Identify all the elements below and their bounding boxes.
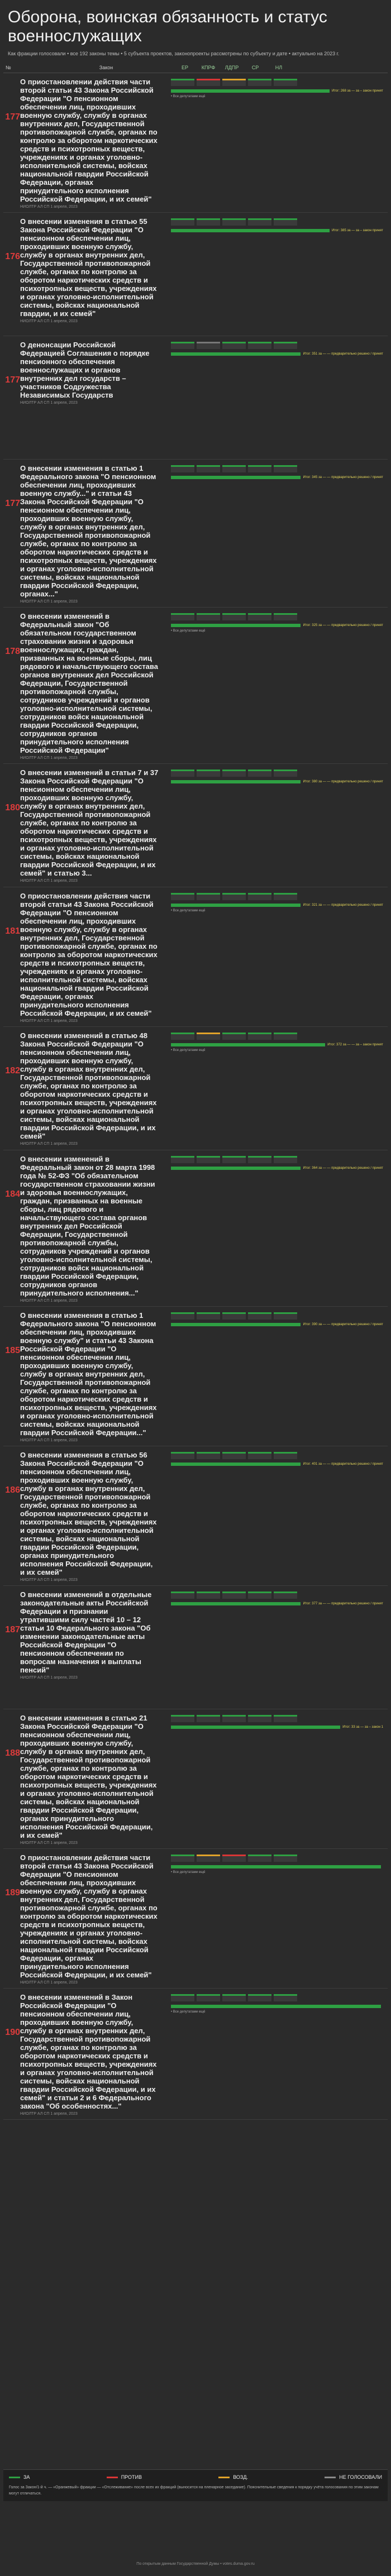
legend-none-label: НЕ ГОЛОСОВАЛИ bbox=[339, 2474, 382, 2480]
party-vote-row bbox=[171, 1994, 383, 2001]
party-header-ldpr: ЛДПР bbox=[225, 65, 239, 70]
bill-meta: НИОЛТР АЛ СП 1 апреля, 2023 bbox=[20, 1981, 78, 1985]
bill-row bbox=[3, 1150, 388, 1307]
bill-number: 178 bbox=[5, 647, 20, 656]
bill-votes bbox=[171, 1989, 383, 2119]
bill-text-block bbox=[20, 1027, 159, 1150]
party-vote-cell bbox=[197, 893, 220, 900]
party-vote-cell bbox=[197, 1156, 220, 1163]
party-vote-cell bbox=[222, 1855, 246, 1862]
party-vote-cell bbox=[222, 218, 246, 226]
party-vote-cell bbox=[248, 1452, 271, 1459]
result-text: Итог: 377 за — — предварительно решено / принят bbox=[303, 1602, 383, 1605]
bill-row bbox=[3, 1849, 388, 1989]
result-text: Итог: 268 за — за – закон принят bbox=[331, 89, 383, 93]
bill-votes bbox=[171, 460, 383, 607]
result-bar bbox=[171, 2005, 381, 2008]
result-bar bbox=[171, 229, 330, 232]
party-vote-cell bbox=[171, 79, 194, 86]
legend-none-swatch bbox=[325, 2477, 336, 2478]
bill-row bbox=[3, 1446, 388, 1586]
party-vote-cell bbox=[274, 613, 297, 620]
party-vote-cell bbox=[274, 218, 297, 226]
bill-meta: НИОЛТР АЛ СП 1 апреля, 2023 bbox=[20, 1676, 78, 1680]
party-vote-cell bbox=[197, 1994, 220, 2001]
party-vote-cell bbox=[222, 79, 246, 86]
party-vote-cell bbox=[222, 1452, 246, 1459]
result-bar bbox=[171, 89, 330, 93]
party-vote-cell bbox=[248, 1592, 271, 1599]
result-bar bbox=[171, 1463, 301, 1466]
result-line bbox=[171, 1167, 383, 1171]
party-vote-cell bbox=[248, 770, 271, 777]
bill-number: 177 bbox=[5, 375, 20, 385]
bill-row bbox=[3, 764, 388, 887]
page-header bbox=[0, 0, 391, 60]
party-vote-row bbox=[171, 1855, 383, 1862]
bill-row bbox=[3, 460, 388, 608]
party-vote-row bbox=[171, 1156, 383, 1163]
bill-votes bbox=[171, 213, 383, 336]
result-line bbox=[171, 2005, 383, 2009]
party-vote-cell bbox=[222, 342, 246, 349]
footer: По открытым данным Государственной Думы • votes.duma.gov.ru bbox=[136, 2562, 255, 2566]
bill-title-link[interactable]: О внесении изменений в Закон Российской Федерации "О пенсионном обеспечении лиц, проходивших военную службу, службу в органах внутренних дел, Государственной противопожарной службе, органах по контролю за оборотом наркотических средств и психотропных веществ, учреждениях и органах уголовно-исполнительной системы, войсках национальной гвардии Российской Федерации, и их семей" и статьи 2 и 6 Федерального закона "Об особенностях..." bbox=[20, 1993, 157, 2110]
bill-meta: НИОЛТР АЛ СП 1 апреля, 2023 bbox=[20, 205, 78, 209]
party-vote-cell bbox=[248, 1994, 271, 2001]
party-vote-row bbox=[171, 342, 383, 349]
party-vote-row bbox=[171, 1715, 383, 1722]
result-line bbox=[171, 1323, 383, 1327]
bill-row bbox=[3, 887, 388, 1027]
party-vote-row bbox=[171, 1592, 383, 1599]
party-vote-cell bbox=[222, 893, 246, 900]
bill-row bbox=[3, 336, 388, 460]
party-vote-cell bbox=[171, 613, 194, 620]
bill-meta: НИОЛТР АЛ СП 1 апреля, 2023 bbox=[20, 1299, 78, 1303]
party-vote-cell bbox=[274, 1312, 297, 1320]
bill-votes bbox=[171, 1586, 383, 1709]
bill-meta: НИОЛТР АЛ СП 1 апреля, 2023 bbox=[20, 319, 78, 323]
party-vote-row bbox=[171, 1033, 383, 1040]
table-header-law: Закон bbox=[99, 65, 113, 70]
bill-text-block bbox=[20, 608, 159, 763]
result-text: Итог: 33 за — за – закон 1 bbox=[342, 1726, 383, 1729]
result-line bbox=[171, 1865, 383, 1870]
party-vote-cell bbox=[197, 1312, 220, 1320]
bill-text-block bbox=[20, 887, 159, 1026]
result-line bbox=[171, 1602, 383, 1607]
party-vote-cell bbox=[248, 1855, 271, 1862]
side-note: • Все депутатами ещё bbox=[171, 1871, 206, 1874]
party-vote-cell bbox=[171, 465, 194, 472]
bill-number: 180 bbox=[5, 803, 20, 813]
legend-for-swatch bbox=[9, 2477, 20, 2478]
result-line bbox=[171, 89, 383, 94]
bill-votes bbox=[171, 1709, 383, 1848]
result-line bbox=[171, 904, 383, 908]
bill-votes bbox=[171, 1150, 383, 1306]
party-vote-cell bbox=[197, 613, 220, 620]
result-text: Итог: 372 за — — за – закон принят bbox=[327, 1043, 383, 1046]
party-header-kprf: КПРФ bbox=[201, 65, 216, 70]
bill-text-block bbox=[20, 764, 159, 887]
party-vote-row bbox=[171, 79, 383, 86]
table-header-num: № bbox=[6, 65, 11, 70]
result-bar bbox=[171, 476, 301, 479]
party-vote-cell bbox=[248, 1156, 271, 1163]
result-bar bbox=[171, 1602, 301, 1605]
bill-title-link[interactable]: О приостановлении действия части второй статьи 43 Закона Российской Федерации "О пенсионном обеспечении лиц, проходивших военную службу, службу в органах внутренних дел, Государственной противопожарной службе, органах по контролю за оборотом наркотических средств и психотропных веществ, учреждениях и органах уголовно-исполнительной системы, войсках национальной гвардии Российской Федерации, органах принудительного исполнения Российской Федерации, и их семей" bbox=[20, 892, 158, 1017]
bill-title-link[interactable]: О внесении изменения в статью 56 Закона Российской Федерации "О пенсионном обеспечении лиц, проходивших военную службу, службу в органах внутренних дел, Государственной противопожарной службе, органах по контролю за оборотом наркотических средств и психотропных веществ, учреждениях и органах уголовно-исполнительной системы, войсках национальной гвардии Российской Федерации, органах принудительного исполнения Российской Федерации, и их семей" bbox=[20, 1451, 157, 1576]
party-vote-cell bbox=[274, 79, 297, 86]
legend-against-label: ПРОТИВ bbox=[121, 2474, 142, 2480]
party-vote-cell bbox=[171, 1033, 194, 1040]
party-vote-cell bbox=[248, 893, 271, 900]
result-text: Итог: 385 за — за – закон принят bbox=[331, 229, 383, 232]
bill-row bbox=[3, 608, 388, 764]
legend-against-swatch bbox=[107, 2477, 118, 2478]
party-vote-cell bbox=[222, 1033, 246, 1040]
party-vote-cell bbox=[197, 1452, 220, 1459]
side-note: • Все депутатами ещё bbox=[171, 909, 206, 912]
party-vote-cell bbox=[197, 1855, 220, 1862]
bill-row bbox=[3, 1027, 388, 1150]
result-text: Итог: 364 за — — предварительно решено / принят bbox=[303, 1167, 383, 1170]
bill-meta: НИОЛТР АЛ СП 1 апреля, 2023 bbox=[20, 1142, 78, 1146]
result-bar bbox=[171, 1865, 381, 1868]
party-vote-cell bbox=[222, 465, 246, 472]
party-vote-cell bbox=[197, 1715, 220, 1722]
party-vote-row bbox=[171, 770, 383, 777]
party-vote-row bbox=[171, 613, 383, 620]
party-vote-cell bbox=[248, 1312, 271, 1320]
party-vote-cell bbox=[197, 770, 220, 777]
bill-number: 186 bbox=[5, 1485, 20, 1495]
party-vote-cell bbox=[274, 1156, 297, 1163]
party-vote-cell bbox=[248, 613, 271, 620]
party-vote-cell bbox=[274, 1994, 297, 2001]
result-line bbox=[171, 780, 383, 785]
party-vote-cell bbox=[171, 1855, 194, 1862]
bill-row bbox=[3, 1989, 388, 2120]
party-vote-cell bbox=[274, 342, 297, 349]
party-vote-cell bbox=[171, 893, 194, 900]
party-vote-cell bbox=[171, 218, 194, 226]
party-vote-row bbox=[171, 893, 383, 900]
party-vote-cell bbox=[274, 1855, 297, 1862]
bill-number: 182 bbox=[5, 1066, 20, 1076]
result-bar bbox=[171, 1043, 325, 1046]
bill-votes bbox=[171, 336, 383, 459]
bill-row bbox=[3, 73, 388, 213]
party-vote-cell bbox=[248, 79, 271, 86]
party-vote-cell bbox=[248, 218, 271, 226]
party-vote-cell bbox=[171, 770, 194, 777]
bill-number: 177 bbox=[5, 499, 20, 508]
bill-meta: НИОЛТР АЛ СП 1 апреля, 2023 bbox=[20, 756, 78, 760]
result-line bbox=[171, 1043, 383, 1048]
bill-text-block bbox=[20, 460, 159, 607]
party-vote-cell bbox=[274, 1033, 297, 1040]
result-line bbox=[171, 352, 383, 357]
party-vote-cell bbox=[222, 770, 246, 777]
party-header-sr: СР bbox=[251, 65, 259, 70]
party-vote-cell bbox=[171, 1312, 194, 1320]
party-vote-cell bbox=[274, 1592, 297, 1599]
legend-item-abstain bbox=[218, 2474, 248, 2480]
legend-abstain-label: ВОЗД. bbox=[233, 2474, 248, 2480]
bill-text-block bbox=[20, 1989, 159, 2119]
result-text: Итог: 325 за — — предварительно решено / принят bbox=[303, 624, 383, 627]
bill-votes bbox=[171, 764, 383, 887]
bill-number: 185 bbox=[5, 1346, 20, 1355]
result-bar bbox=[171, 1167, 301, 1170]
legend bbox=[3, 2469, 388, 2501]
party-vote-cell bbox=[274, 1715, 297, 1722]
bill-number: 189 bbox=[5, 1888, 20, 1898]
result-text: Итог: 380 за — — предварительно решено / принят bbox=[303, 780, 383, 783]
party-vote-cell bbox=[171, 1156, 194, 1163]
bill-number: 188 bbox=[5, 1748, 20, 1758]
result-line bbox=[171, 624, 383, 628]
side-note: • Все депутатами ещё bbox=[171, 1049, 206, 1052]
result-text: Итог: 321 за — — предварительно решено / принят bbox=[303, 904, 383, 907]
party-vote-cell bbox=[248, 1033, 271, 1040]
bill-title-link[interactable]: О приостановлении действия части второй статьи 43 Закона Российской Федерации "О пенсионном обеспечении лиц, проходивших военную службу, службу в органах внутренних дел, Государственной противопожарной службе, органах по контролю за оборотом наркотических средств и психотропных веществ, учреждениях и органах уголовно-исполнительной системы, войсках национальной гвардии Российской Федерации, органах принудительного исполнения Российской Федерации, и их семей" bbox=[20, 1853, 158, 1979]
legend-notes: Голос за Закон/1-й ч. — «Оранжевый» фракции — «Отслеживание» после всех их фракций (выносится на пленарное заседание). Пояснительные сведения к порядку учёта голосования по этим законам могут отличаться. bbox=[9, 2486, 379, 2496]
party-header-nl: НЛ bbox=[275, 65, 283, 70]
bill-title-link[interactable]: О внесении изменений в статью 48 Закона Российской Федерации "О пенсионном обеспечении лиц, проходивших военную службу, службу в органах внутренних дел, Государственной противопожарной службе, органах по контролю за оборотом наркотических средств и психотропных веществ, учреждениях и органах уголовно-исполнительной системы, войсках национальной гвардии Российской Федерации, и их семей" bbox=[20, 1031, 157, 1140]
result-bar bbox=[171, 624, 301, 627]
bill-meta: НИОЛТР АЛ СП 1 апреля, 2023 bbox=[20, 1578, 78, 1582]
party-vote-row bbox=[171, 218, 383, 226]
bill-row bbox=[3, 1709, 388, 1849]
legend-item-against bbox=[107, 2474, 142, 2480]
party-vote-cell bbox=[197, 79, 220, 86]
bill-title-link[interactable]: О внесении изменения в статью 21 Закона Российской Федерации "О пенсионном обеспечении лиц, проходивших военную службу, службу в органах внутренних дел, Государственной противопожарной службе, органах по контролю за оборотом наркотических средств и психотропных веществ, учреждениях и органах уголовно-исполнительной системы, войсках национальной гвардии Российской Федерации, органах принудительного исполнения Российской Федерации, и их семей" bbox=[20, 1714, 157, 1839]
bill-text-block bbox=[20, 1307, 159, 1446]
bill-number: 177 bbox=[5, 112, 20, 122]
bill-meta: НИОЛТР АЛ СП 1 апреля, 2023 bbox=[20, 600, 78, 604]
bill-text-block bbox=[20, 1586, 159, 1709]
party-vote-cell bbox=[171, 1994, 194, 2001]
party-vote-cell bbox=[171, 1452, 194, 1459]
party-vote-cell bbox=[171, 1592, 194, 1599]
party-vote-cell bbox=[222, 1592, 246, 1599]
page-subtitle: Как фракции голосовали • все 192 законы темы • 5 субъекта проектов, законопроекты рассмотрены по субъекту и дате • актуально на 2023 г. bbox=[8, 51, 340, 56]
bill-title-link[interactable]: О денонсации Российской Федерацией Соглашения о порядке пенсионного обеспечения военнослужащих и органов внутренних дел государств – участников Содружества Независимых Государств bbox=[20, 341, 150, 399]
bill-number: 184 bbox=[5, 1189, 20, 1199]
bill-votes bbox=[171, 608, 383, 763]
result-text: Итог: 401 за — — предварительно решено / принят bbox=[303, 1463, 383, 1466]
result-line bbox=[171, 1726, 383, 1730]
party-vote-row bbox=[171, 1312, 383, 1320]
bill-text-block bbox=[20, 73, 159, 212]
result-bar bbox=[171, 352, 301, 356]
party-vote-cell bbox=[248, 1715, 271, 1722]
bill-title-link[interactable]: О внесении изменений в отдельные законодательные акты Российской Федерации и признании утратившими силу частей 10 – 12 статьи 10 Федерального закона "Об изменении законодательные акты Российской Федерации "О пенсионном обеспечении по вопросам назначения и выплаты пенсий" bbox=[20, 1590, 152, 1674]
bill-meta: НИОЛТР АЛ СП 1 апреля, 2023 bbox=[20, 2112, 78, 2116]
bill-number: 181 bbox=[5, 926, 20, 936]
bill-title-link[interactable]: О приостановлении действия части второй статьи 43 Закона Российской Федерации "О пенсионном обеспечении лиц, проходивших военную службу, службу в органах внутренних дел, Государственной противопожарной службе, органах по контролю за оборотом наркотических средств и психотропных веществ, учреждениях и органах уголовно-исполнительной системы, войсках национальной гвардии Российской Федерации, органах принудительного исполнения Российской Федерации, и их семей" bbox=[20, 78, 158, 203]
party-vote-cell bbox=[197, 342, 220, 349]
result-line bbox=[171, 1463, 383, 1467]
bills-list bbox=[0, 73, 391, 2120]
party-vote-cell bbox=[274, 893, 297, 900]
bill-text-block bbox=[20, 1446, 159, 1585]
bill-votes bbox=[171, 1849, 383, 1988]
bill-title-link[interactable]: О внесении изменений в Федеральный закон "Об обязательном государственном страховании жизни и здоровья военнослужащих, граждан, призванных на военные сборы, лиц рядового и начальствующего состава органов внутренних дел Российской Федерации, Государственной противопожарной службы, сотрудников учреждений и органов уголовно-исполнительной системы, сотрудников войск национальной гвардии Российской Федерации, сотрудников органов принудительного исполнения Российской Федерации" bbox=[20, 612, 158, 754]
bill-row bbox=[3, 1586, 388, 1709]
table-header bbox=[3, 63, 388, 73]
side-note: • Все депутатами ещё bbox=[171, 2010, 206, 2014]
result-bar bbox=[171, 780, 301, 783]
result-line bbox=[171, 229, 383, 233]
party-vote-cell bbox=[274, 770, 297, 777]
bill-row bbox=[3, 1307, 388, 1446]
side-note: • Все депутатами ещё bbox=[171, 629, 206, 633]
bill-votes bbox=[171, 887, 383, 1026]
party-vote-cell bbox=[222, 1312, 246, 1320]
bill-votes bbox=[171, 1446, 383, 1585]
party-vote-cell bbox=[197, 465, 220, 472]
bill-number: 176 bbox=[5, 252, 20, 261]
result-bar bbox=[171, 1726, 340, 1729]
bill-text-block bbox=[20, 1709, 159, 1848]
party-vote-cell bbox=[171, 342, 194, 349]
party-vote-cell bbox=[197, 1033, 220, 1040]
party-vote-row bbox=[171, 465, 383, 472]
party-vote-cell bbox=[222, 613, 246, 620]
party-vote-cell bbox=[248, 465, 271, 472]
bill-number: 187 bbox=[5, 1625, 20, 1635]
bill-meta: НИОЛТР АЛ СП 1 апреля, 2023 bbox=[20, 1841, 78, 1845]
legend-item-for bbox=[9, 2474, 30, 2480]
bill-votes bbox=[171, 1307, 383, 1446]
party-vote-cell bbox=[222, 1715, 246, 1722]
party-vote-cell bbox=[222, 1994, 246, 2001]
result-line bbox=[171, 476, 383, 480]
party-vote-cell bbox=[274, 1452, 297, 1459]
legend-for-label: ЗА bbox=[23, 2474, 30, 2480]
bill-meta: НИОЛТР АЛ СП 1 апреля, 2023 bbox=[20, 879, 78, 883]
bill-row bbox=[3, 213, 388, 336]
party-header-er: ЕР bbox=[181, 65, 188, 70]
page-title: Оборона, воинская обязанность и статус военнослужащих bbox=[8, 8, 327, 45]
bill-text-block bbox=[20, 1150, 159, 1306]
bill-title-link[interactable]: О внесении изменений в статьи 7 и 37 Закона Российской Федерации "О пенсионном обеспечении лиц, проходивших военную службу, службу в органах внутренних дел, Государственной противопожарной службе, органах по контролю за оборотом наркотических средств и психотропных веществ, учреждениях и органах уголовно-исполнительной системы, войсках национальной гвардии Российской Федерации, и их семей" и статью 3... bbox=[20, 768, 159, 877]
result-bar bbox=[171, 904, 301, 907]
side-note: • Все депутатами ещё bbox=[171, 95, 206, 98]
bill-votes bbox=[171, 1027, 383, 1150]
bill-number: 190 bbox=[5, 2028, 20, 2037]
bill-meta: НИОЛТР АЛ СП 1 апреля, 2023 bbox=[20, 1019, 78, 1023]
bill-text-block bbox=[20, 213, 159, 336]
legend-abstain-swatch bbox=[218, 2477, 230, 2478]
result-bar bbox=[171, 1323, 301, 1326]
party-vote-cell bbox=[248, 342, 271, 349]
result-text: Итог: 390 за — — предварительно решено / принят bbox=[303, 1323, 383, 1326]
party-vote-cell bbox=[222, 1156, 246, 1163]
bill-meta: НИОЛТР АЛ СП 1 апреля, 2023 bbox=[20, 401, 78, 405]
party-vote-cell bbox=[171, 1715, 194, 1722]
bill-title-link[interactable]: О внесении изменения в статью 55 Закона Российской Федерации "О пенсионном обеспечении лиц, проходивших военную службу, службу в органах внутренних дел, Государственной противопожарной службе, органах по контролю за оборотом наркотических средств и психотропных веществ, учреждениях и органах уголовно-исполнительной системы, войсках национальной гвардии, и их семей" bbox=[20, 217, 157, 318]
bill-title-link[interactable]: О внесении изменений в Федеральный закон от 28 марта 1998 года № 52-ФЗ "Об обязательном государственном страховании жизни и здоровья военнослужащих, граждан, призванных на военные сборы, лиц рядового и начальствующего состава органов внутренних дел Российской Федерации, Государственной противопожарной службы, сотрудников учреждений и органов уголовно-исполнительной системы, сотрудников войск национальной гвардии Российской Федерации, сотрудников органов принудительного исполнения..." bbox=[20, 1155, 155, 1297]
bill-title-link[interactable]: О внесении изменения в статью 1 Федерального закона "О пенсионном обеспечении лиц, проходивших военную службу..." и статьи 43 Закона Российской Федерации "О пенсионном обеспечении лиц, проходивших военную службу, службу в органах внутренних дел, Государственной противопожарной службе, органах по контролю за оборотом наркотических средств и психотропных веществ, учреждениях и органах уголовно-исполнительной системы, войсках национальной гвардии Российской Федерации, органах..." bbox=[20, 464, 157, 598]
bill-title-link[interactable]: О внесении изменения в статью 1 Федерального закона "О пенсионном обеспечении лиц, проходивших военную службу" и статьи 43 Закона Российской Федерации "О пенсионном обеспечении лиц, проходивших военную службу, службу в органах внутренних дел, Государственной противопожарной службе, органах по контролю за оборотом наркотических средств и психотропных веществ, учреждениях и органах уголовно-исполнительной системы, войсках национальной гвардии Российской Федерации..." bbox=[20, 1311, 157, 1437]
bill-text-block bbox=[20, 336, 159, 459]
bill-meta: НИОЛТР АЛ СП 1 апреля, 2023 bbox=[20, 1438, 78, 1442]
party-vote-cell bbox=[197, 218, 220, 226]
bill-text-block bbox=[20, 1849, 159, 1988]
result-text: Итог: 351 за — — предварительно решено / принят bbox=[303, 352, 383, 356]
party-vote-row bbox=[171, 1452, 383, 1459]
party-vote-cell bbox=[274, 465, 297, 472]
bill-votes bbox=[171, 73, 383, 212]
result-text: Итог: 345 за — — предварительно решено / принят bbox=[303, 476, 383, 479]
party-vote-cell bbox=[197, 1592, 220, 1599]
legend-item-none bbox=[325, 2474, 382, 2480]
